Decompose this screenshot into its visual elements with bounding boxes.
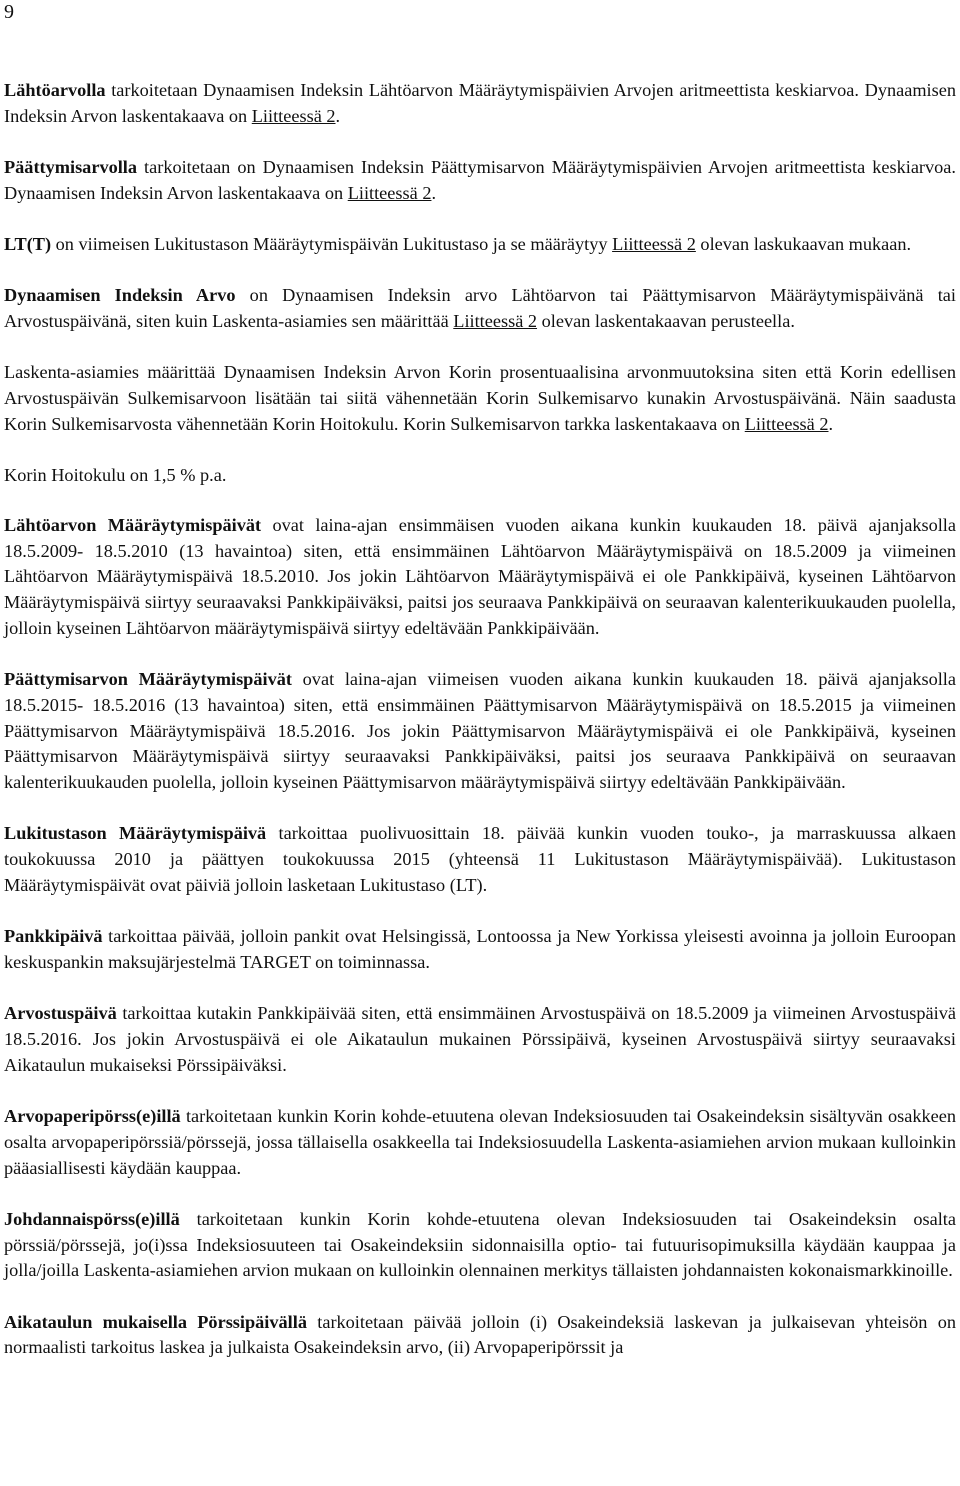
paragraph-text: . <box>431 182 437 203</box>
paragraph-aikataulun-mukainen-porssipaiva <box>4 1310 956 1362</box>
term: Dynaamisen Indeksin Arvo <box>4 285 236 306</box>
page-number: 9 <box>4 1 14 23</box>
term: LT(T) <box>4 233 52 254</box>
paragraph-text: ovat laina-ajan viimeisen vuoden aikana kunkin kuukauden 18. päivä ajanjaksolla 18.5.2015- 18.5.2016 (13 havaintoa) siten, että ensimmäinen Päättymisarvon Määräytymispäivä on 18.5.2015 ja viimeinen Päättymisarvon Määräytymispäivä 18.5.2016. Jos jokin Päättymisarvon Määräytymispäivä ei ole Pankkipäivä, kyseinen Päättymisarvon Määräytymispäivä siirtyy seuraavaksi Pankkipäiväksi, paitsi jos seuraava Pankkipäivä on seuraavan kalenterikuukauden puolella, jolloin kyseinen Päättymisarvon määräytymispäivä siirtyy edeltävään Pankkipäivään. <box>4 669 956 793</box>
link-liitteessa-2[interactable]: Liitteessä 2 <box>612 233 696 254</box>
term: Lähtöarvolla <box>4 80 106 100</box>
paragraph-hoitokulu <box>4 463 956 489</box>
link-liitteessa-2[interactable]: Liitteessä 2 <box>453 310 538 331</box>
paragraph-text: tarkoitetaan Dynaamisen Indeksin Lähtöarvon Määräytymispäivien Arvojen aritmeettista keskiarvoa. Dynaamisen Indeksin Arvon laskentakaava on <box>4 80 956 126</box>
paragraph-text: tarkoitetaan päivää jolloin (i) Osakeindeksiä laskevan ja julkaisevan yhteisön on normaalisti tarkoitus laskea ja julkaista Osakeindeksin arvo, (ii) Arvopaperipörssit ja <box>4 1311 956 1358</box>
paragraph-text: . <box>335 105 341 126</box>
paragraph-paattymisarvon-maaraytymispaivat <box>4 667 956 796</box>
document-body <box>4 78 956 1387</box>
term: Lukitustason Määräytymispäivä <box>4 823 267 844</box>
paragraph-lahtoarvolla <box>4 78 956 130</box>
paragraph-text: . <box>828 413 834 434</box>
term: Päättymisarvolla <box>4 156 138 177</box>
paragraph-text: Laskenta-asiamies määrittää Dynaamisen Indeksin Arvon Korin prosentuaalisina arvonmuutoksina siten että Korin edellisen Arvostuspäivän Sulkemisarvoon lisätään tai siitä vähennetään Korin Sulkemisarvo kunakin Arvostuspäivänä. Näin saadusta Korin Sulkemisarvosta vähennetään Korin Hoitokulu. Korin Sulkemisarvon tarkka laskentakaava on <box>4 362 956 434</box>
paragraph-pankkipaiva <box>4 924 956 976</box>
term: Aikataulun mukaisella Pörssipäivällä <box>4 1311 307 1332</box>
paragraph-lukitustason-maaraytymispaiva <box>4 821 956 898</box>
paragraph-paattymisarvolla <box>4 155 956 207</box>
paragraph-text: olevan laskukaavan mukaan. <box>695 233 912 254</box>
term: Arvostuspäivä <box>4 1003 117 1024</box>
paragraph-text: tarkoittaa puolivuosittain 18. päivää kunkin vuoden touko-, ja marraskuussa alkaen toukokuussa 2010 ja päättyen toukokuussa 2015 (yhteensä 11 Lukitustason Määräytymispäivää). Lukitustason Määräytymispäivät ovat päiviä jolloin lasketaan Lukitustaso (LT). <box>4 823 956 896</box>
paragraph-text: on Dynaamisen Indeksin arvo Lähtöarvon tai Päättymisarvon Määräytymispäivänä tai Arvostuspäivänä, siten kuin Laskenta-asiamies sen määrittää <box>4 285 956 331</box>
term: Lähtöarvon Määräytymispäivät <box>4 514 262 535</box>
paragraph-laskenta-asiamies <box>4 360 956 437</box>
paragraph-text: tarkoittaa päivää, jolloin pankit ovat Helsingissä, Lontoossa ja New Yorkissa yleisesti avoinna ja jolloin Euroopan keskuspankin maksujärjestelmä TARGET on toiminnassa. <box>4 926 956 973</box>
paragraph-text: tarkoitetaan on Dynaamisen Indeksin Päättymisarvon Määräytymispäivien Arvojen aritmeettista keskiarvoa. Dynaamisen Indeksin Arvon laskentakaava on <box>4 156 956 203</box>
term: Johdannaispörss(e)illä <box>4 1208 180 1229</box>
paragraph-arvopaperiporsseilla <box>4 1104 956 1181</box>
paragraph-text: on viimeisen Lukitustason Määräytymispäivän Lukitustaso ja se määräytyy <box>51 233 613 254</box>
paragraph-dynaamisen-indeksin-arvo <box>4 283 956 335</box>
term: Pankkipäivä <box>4 926 103 947</box>
paragraph-lahtoarvon-maaraytymispaivat <box>4 513 956 642</box>
paragraph-text: tarkoittaa kutakin Pankkipäivää siten, että ensimmäinen Arvostuspäivä on 18.5.2009 ja viimeinen Arvostuspäivä 18.5.2016. Jos jokin Arvostuspäivä ei ole Aikataulun mukainen Pörssipäivä, kyseinen Arvostuspäivä siirtyy seuraavaksi Aikataulun mukaiseksi Pörssipäiväksi. <box>4 1003 956 1075</box>
term: Arvopaperipörss(e)illä <box>4 1106 181 1127</box>
paragraph-arvostuspaiva <box>4 1001 956 1078</box>
link-liitteessa-2[interactable]: Liitteessä 2 <box>347 182 432 203</box>
paragraph-text: tarkoitetaan kunkin Korin kohde-etuutena olevan Indeksiosuuden tai Osakeindeksin osalta pörssiä/pörssejä, jo(i)ssa Indeksiosuuteen tai Osakeindeksiin sidonnaisilla optio- tai futuurisopimuksilla käydään kauppaa ja jolla/joilla Laskenta-asiamiehen arvion mukaan on kulloinkin olennainen merkitys tällaisten johdannaisten kokonaismarkkinoille. <box>4 1208 956 1281</box>
paragraph-lt <box>4 232 956 258</box>
paragraph-text: olevan laskentakaavan perusteella. <box>537 310 795 331</box>
paragraph-text: tarkoitetaan kunkin Korin kohde-etuutena olevan Indeksiosuuden tai Osakeindeksin sisältyvän osakkeen osalta arvopaperipörssiä/pörssejä, jossa tällaisella osakkeella tai Indeksiosuudella Laskenta-asiamiehen arvion mukaan kulloinkin pääasiallisesti käydään kauppaa. <box>4 1106 956 1178</box>
paragraph-johdannaisporsseilla <box>4 1207 956 1284</box>
paragraph-text: ovat laina-ajan ensimmäisen vuoden aikana kunkin kuukauden 18. päivä ajanjaksolla 18.5.2009- 18.5.2010 (13 havaintoa) siten, että ensimmäinen Lähtöarvon Määräytymispäivä on 18.5.2009 ja viimeinen Lähtöarvon Määräytymispäivä 18.5.2010. Jos jokin Lähtöarvon Määräytymispäivä ei ole Pankkipäivä, kyseinen Lähtöarvon Määräytymispäivä siirtyy seuraavaksi Pankkipäiväksi, paitsi jos seuraava Pankkipäivä on seuraavan kalenterikuukauden puolella, jolloin kyseinen Lähtöarvon määräytymispäivä siirtyy edeltävään Pankkipäivään. <box>4 514 956 638</box>
term: Päättymisarvon Määräytymispäivät <box>4 669 292 690</box>
link-liitteessa-2[interactable]: Liitteessä 2 <box>251 105 336 126</box>
paragraph-text: Korin Hoitokulu on 1,5 % p.a. <box>4 464 227 485</box>
link-liitteessa-2[interactable]: Liitteessä 2 <box>744 413 829 434</box>
